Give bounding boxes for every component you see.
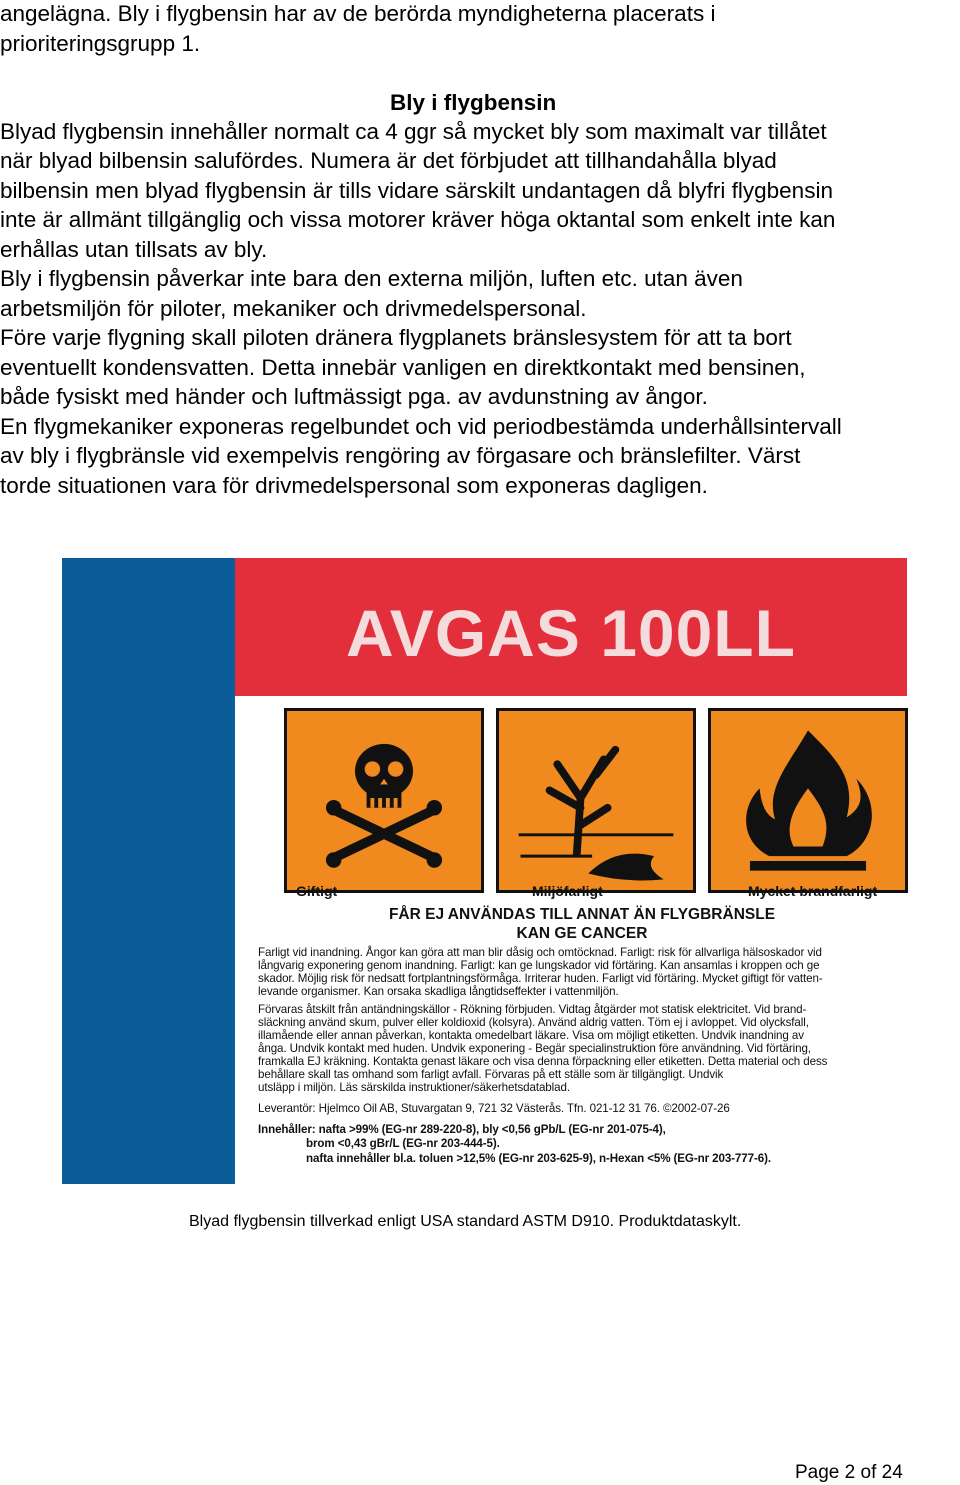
body-line: när blyad bilbensin salufördes. Numera är det förbjudet att tillhandahålla blyad [0, 148, 777, 173]
label-text-line: Förvaras åtskilt från antändningskällor - Rökning förbjuden. Vidtag åtgärder mot statisk elektricitet. Vid brand- [258, 1003, 807, 1016]
figure-caption: Blyad flygbensin tillverkad enligt USA standard ASTM D910. Produktdataskylt. [189, 1213, 742, 1230]
body-line: inte är allmänt tillgänglig och vissa motorer kräver höga oktantal som enkelt inte kan [0, 207, 836, 232]
symbol-label-flammable: Mycket brandfarligt [748, 883, 878, 899]
body-line: torde situationen vara för drivmedelspersonal som exponeras dagligen. [0, 473, 708, 498]
label-text-line: Farligt vid inandning. Ångor kan göra att man blir dåsig och omtöcknad. Farligt: risk för allvarliga hälsoskador vid [258, 946, 822, 959]
body-line: Före varje flygning skall piloten dränera flygplanets bränslesystem för att ta bort [0, 325, 792, 350]
section-heading: Bly i flygbensin [390, 90, 557, 115]
flammable-hazard-icon [708, 708, 908, 893]
label-text-line: illamående eller annan påverkan, kontakta omedelbart läkare. Visa om möjligt etiketten. Undvik inandning av [258, 1029, 804, 1042]
label-contents: Innehåller: nafta >99% (EG-nr 289-220-8), bly <0,56 gPb/L (EG-nr 201-075-4), [258, 1123, 666, 1136]
label-text-line: långvarig exponering genom inandning. Farligt: kan ge lungskador vid förtäring. Kan ansamlas i kroppen och ge [258, 959, 820, 972]
body-line: Bly i flygbensin påverkar inte bara den externa miljön, luften etc. utan även [0, 266, 743, 291]
body-line: både fysiskt med händer och luftmässigt pga. av avdunstning av ångor. [0, 384, 708, 409]
label-text-line: framkalla EJ kräkning. Kontakta genast läkare och visa denna förpackning eller etiketten. Detta material och dess [258, 1055, 828, 1068]
body-line: Blyad flygbensin innehåller normalt ca 4 ggr så mycket bly som maximalt var tillåtet [0, 119, 827, 144]
warning-title: FÅR EJ ANVÄNDAS TILL ANNAT ÄN FLYGBRÄNSLE [388, 906, 776, 923]
label-text-line: behållare skall tas omhand som farligt avfall. Förvaras på ett ställe som är tillgängligt. Undvik [258, 1068, 724, 1081]
label-title: AVGAS 100LL [346, 596, 796, 670]
label-blue-band [62, 558, 235, 1184]
label-text-line: levande organismer. Kan orsaka skadliga långtidseffekter i vattenmiljön. [258, 985, 619, 998]
body-line: prioriteringsgrupp 1. [0, 31, 201, 56]
label-contents: brom <0,43 gBr/L (EG-nr 203-444-5). [306, 1137, 500, 1150]
label-text-line: ånga. Undvik kontakt med huden. Undvik exponering - Begär specialinstruktion före användning. Vid förtäring, [258, 1042, 811, 1055]
label-text-line: släckning använd skum, pulver eller koldioxid (kolsyra). Använd aldrig vatten. Töm ej i avloppet. Vid olycksfall, [258, 1016, 809, 1029]
symbol-label-toxic: Giftigt [296, 883, 338, 899]
body-line: av bly i flygbränsle vid exempelvis rengöring av förgasare och bränslefilter. Värst [0, 443, 801, 468]
symbol-label-environment: Miljöfarligt [532, 883, 603, 899]
body-line: arbetsmiljön för piloter, mekaniker och drivmedelspersonal. [0, 296, 587, 321]
body-line: erhållas utan tillsats av bly. [0, 237, 268, 262]
body-line: angelägna. Bly i flygbensin har av de berörda myndigheterna placerats i [0, 1, 716, 26]
label-contents: nafta innehåller bl.a. toluen >12,5% (EG-nr 203-625-9), n-Hexan <5% (EG-nr 203-777-6). [306, 1152, 771, 1165]
body-line: bilbensin men blyad flygbensin är tills vidare särskilt undantagen då blyfri flygbensin [0, 178, 833, 203]
body-line: eventuellt kondensvatten. Detta innebär vanligen en direktkontakt med bensinen, [0, 355, 806, 380]
toxic-hazard-icon [284, 708, 484, 893]
page-number: Page 2 of 24 [795, 1462, 903, 1483]
label-text-line: skador. Möjlig risk för nedsatt fortplantningsförmåga. Irriterar huden. Farligt vid förtäring. Mycket giftigt för vatten- [258, 972, 823, 985]
avgas-product-label [62, 558, 907, 1184]
label-supplier: Leverantör: Hjelmco Oil AB, Stuvargatan 9, 721 32 Västerås. Tfn. 021-12 31 76. ©2002-07-26 [258, 1102, 730, 1115]
environment-hazard-icon [496, 708, 696, 893]
warning-subtitle: KAN GE CANCER [516, 925, 648, 942]
label-text-line: utsläpp i miljön. Läs särskilda instruktioner/säkerhetsdatablad. [258, 1081, 570, 1094]
body-line: En flygmekaniker exponeras regelbundet och vid periodbestämda underhållsintervall [0, 414, 842, 439]
